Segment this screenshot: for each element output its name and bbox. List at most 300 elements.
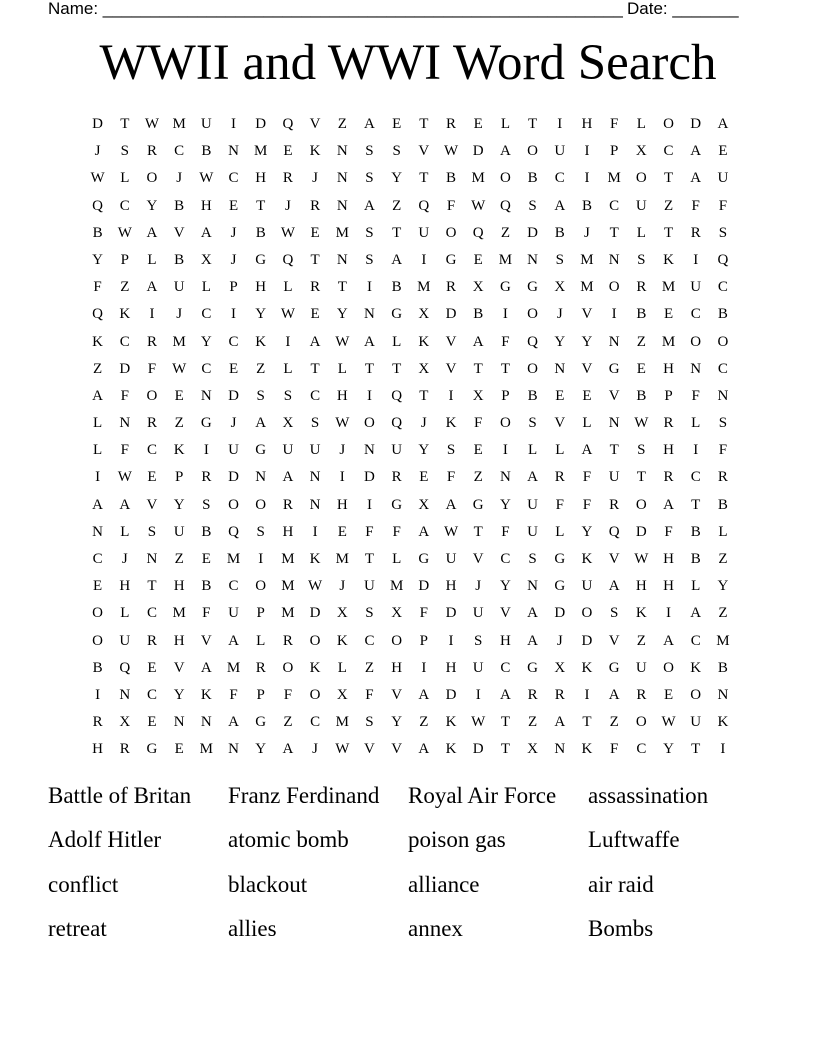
grid-letter: G bbox=[554, 578, 566, 595]
grid-row bbox=[84, 736, 737, 763]
grid-letter: Z bbox=[392, 197, 402, 214]
grid-letter: Z bbox=[174, 551, 184, 567]
grid-letter: K bbox=[336, 632, 348, 649]
grid-letter: S bbox=[528, 197, 537, 214]
grid-letter: D bbox=[255, 116, 267, 132]
grid-letter: K bbox=[445, 741, 457, 758]
grid-letter: I bbox=[584, 143, 590, 160]
grid-letter: C bbox=[201, 360, 212, 377]
grid-letter: U bbox=[635, 659, 647, 676]
grid-letter: W bbox=[634, 415, 649, 432]
grid-letter: W bbox=[280, 306, 295, 323]
grid-letter: A bbox=[554, 714, 566, 731]
grid-letter: E bbox=[201, 551, 211, 567]
grid-letter: D bbox=[418, 578, 430, 595]
grid-letter: F bbox=[229, 686, 238, 703]
grid-letter: G bbox=[255, 714, 267, 731]
grid-letter: A bbox=[146, 279, 158, 296]
grid-letter: N bbox=[228, 741, 239, 758]
grid-letter: K bbox=[255, 333, 267, 350]
grid-letter: G bbox=[255, 251, 267, 268]
grid-letter: Y bbox=[717, 578, 729, 595]
grid-letter: B bbox=[636, 387, 647, 404]
grid-letter: P bbox=[256, 605, 265, 622]
grid-letter: O bbox=[663, 116, 674, 132]
grid-letter: I bbox=[693, 442, 699, 459]
grid-letter: E bbox=[718, 143, 728, 160]
grid-letter: V bbox=[418, 143, 430, 160]
grid-letter: W bbox=[335, 333, 350, 350]
grid-letter: I bbox=[421, 251, 427, 268]
grid-letter: E bbox=[473, 116, 483, 132]
grid-letter: Y bbox=[581, 523, 593, 540]
grid-letter: O bbox=[690, 333, 702, 350]
grid-letter: S bbox=[555, 251, 564, 268]
grid-letter: X bbox=[418, 360, 430, 377]
grid-letter: T bbox=[500, 360, 510, 377]
grid-letter: O bbox=[146, 387, 158, 404]
grid-letter: V bbox=[309, 116, 321, 132]
grid-letter: A bbox=[92, 496, 104, 513]
grid-letter: A bbox=[717, 116, 729, 132]
grid-letter: B bbox=[446, 170, 457, 187]
grid-letter: D bbox=[119, 360, 131, 377]
grid-letter: C bbox=[636, 741, 647, 758]
grid-letter: N bbox=[146, 551, 158, 567]
grid-letter: L bbox=[555, 442, 565, 459]
grid-letter: P bbox=[609, 143, 619, 160]
grid-letter: A bbox=[228, 714, 239, 731]
grid-letter: U bbox=[391, 442, 403, 459]
grid-letter: G bbox=[146, 741, 158, 758]
grid-letter: M bbox=[172, 116, 186, 132]
grid-letter: E bbox=[636, 360, 646, 377]
grid-letter: R bbox=[554, 469, 565, 486]
grid-letter: F bbox=[501, 333, 510, 350]
grid-letter: R bbox=[527, 686, 538, 703]
grid-letter: N bbox=[717, 387, 729, 404]
word-list-item: assassination bbox=[588, 783, 709, 808]
grid-letter: F bbox=[664, 523, 673, 540]
grid-letter: M bbox=[498, 251, 513, 268]
grid-letter: U bbox=[608, 469, 620, 486]
grid-letter: O bbox=[635, 496, 647, 513]
grid-letter: N bbox=[336, 197, 348, 214]
grid-letter: O bbox=[255, 496, 267, 513]
grid-letter: S bbox=[283, 387, 293, 404]
grid-letter: B bbox=[201, 523, 212, 540]
grid-letter: M bbox=[254, 143, 268, 160]
grid-letter: L bbox=[528, 442, 538, 459]
grid-letter: Z bbox=[283, 714, 293, 731]
grid-letter: G bbox=[499, 279, 511, 296]
grid-letter: I bbox=[339, 469, 345, 486]
grid-letter: N bbox=[173, 714, 185, 731]
grid-letter: C bbox=[500, 551, 511, 567]
grid-letter: D bbox=[228, 387, 239, 404]
grid-letter: V bbox=[608, 632, 620, 649]
word-list-item: blackout bbox=[228, 871, 308, 897]
grid-letter: L bbox=[691, 578, 701, 595]
grid-letter: A bbox=[282, 741, 294, 758]
grid-letter: V bbox=[364, 741, 375, 758]
grid-letter: W bbox=[335, 741, 350, 758]
grid-letter: Y bbox=[336, 306, 348, 323]
grid-letter: A bbox=[472, 333, 484, 350]
grid-letter: B bbox=[174, 251, 185, 268]
grid-letter: X bbox=[282, 415, 294, 432]
grid-letter: Z bbox=[120, 279, 130, 296]
grid-letter: X bbox=[635, 143, 647, 160]
grid-letter: N bbox=[336, 170, 348, 187]
grid-letter: A bbox=[200, 659, 212, 676]
grid-letter: D bbox=[228, 469, 239, 486]
grid-letter: D bbox=[364, 469, 375, 486]
grid-letter: M bbox=[661, 333, 676, 350]
grid-letter: O bbox=[663, 659, 674, 676]
grid-row bbox=[84, 464, 737, 491]
grid-letter: V bbox=[472, 551, 484, 567]
grid-letter: A bbox=[418, 741, 430, 758]
grid-letter: A bbox=[608, 686, 620, 703]
grid-letter: K bbox=[119, 306, 131, 323]
grid-letter: M bbox=[172, 605, 186, 622]
grid-letter: T bbox=[310, 251, 320, 268]
grid-letter: A bbox=[364, 197, 375, 214]
grid-letter: C bbox=[119, 197, 130, 214]
grid-letter: I bbox=[258, 551, 264, 567]
grid-row bbox=[84, 329, 737, 356]
grid-letter: N bbox=[554, 741, 566, 758]
grid-letter: I bbox=[285, 333, 291, 350]
grid-letter: P bbox=[229, 279, 238, 296]
grid-letter: F bbox=[691, 387, 700, 404]
grid-letter: C bbox=[690, 469, 701, 486]
grid-letter: P bbox=[501, 387, 510, 404]
grid-letter: T bbox=[419, 387, 429, 404]
grid-letter: H bbox=[445, 578, 457, 595]
grid-letter: J bbox=[312, 741, 319, 758]
grid-letter: J bbox=[284, 197, 291, 214]
grid-row bbox=[84, 546, 737, 573]
grid-letter: Y bbox=[554, 333, 566, 350]
grid-letter: V bbox=[581, 306, 593, 323]
grid-row bbox=[84, 383, 737, 410]
grid-letter: C bbox=[500, 659, 511, 676]
grid-letter: L bbox=[201, 279, 211, 296]
grid-letter: I bbox=[231, 306, 237, 323]
grid-letter: T bbox=[473, 523, 483, 540]
grid-letter: O bbox=[527, 306, 539, 323]
grid-letter: V bbox=[200, 632, 212, 649]
grid-letter: A bbox=[581, 442, 593, 459]
grid-letter: A bbox=[92, 387, 104, 404]
grid-letter: P bbox=[120, 251, 129, 268]
grid-letter: N bbox=[228, 143, 239, 160]
grid-letter: A bbox=[255, 415, 267, 432]
grid-letter: L bbox=[337, 360, 347, 377]
grid-letter: C bbox=[310, 714, 321, 731]
grid-letter: L bbox=[555, 523, 565, 540]
grid-letter: Z bbox=[636, 333, 646, 350]
grid-letter: E bbox=[473, 442, 483, 459]
grid-letter: R bbox=[636, 279, 647, 296]
grid-letter: R bbox=[609, 496, 620, 513]
grid-letter: S bbox=[528, 415, 537, 432]
grid-letter: W bbox=[144, 116, 160, 132]
grid-letter: M bbox=[607, 170, 621, 187]
grid-letter: W bbox=[335, 415, 350, 432]
grid-letter: K bbox=[445, 714, 457, 731]
grid-letter: A bbox=[364, 116, 375, 132]
grid-letter: R bbox=[310, 197, 321, 214]
grid-letter: P bbox=[664, 387, 673, 404]
grid-letter: W bbox=[471, 714, 486, 731]
grid-letter: B bbox=[201, 578, 212, 595]
grid-letter: M bbox=[471, 170, 485, 187]
grid-letter: A bbox=[309, 333, 321, 350]
grid-letter: C bbox=[92, 551, 103, 567]
grid-letter: R bbox=[92, 714, 103, 731]
grid-letter: S bbox=[365, 251, 374, 268]
grid-letter: H bbox=[581, 116, 593, 132]
grid-letter: U bbox=[228, 605, 239, 622]
grid-letter: J bbox=[312, 170, 319, 187]
grid-letter: T bbox=[120, 116, 130, 132]
grid-letter: M bbox=[172, 333, 186, 350]
grid-letter: U bbox=[717, 170, 729, 187]
grid-letter: A bbox=[119, 496, 131, 513]
grid-letter: C bbox=[663, 143, 674, 160]
name-field-line: Name: _______________________________________________________ bbox=[48, 0, 623, 18]
grid-letter: T bbox=[528, 116, 538, 132]
word-list-item: allies bbox=[228, 916, 277, 942]
grid-letter: I bbox=[584, 686, 590, 703]
grid-letter: J bbox=[230, 224, 237, 241]
grid-letter: T bbox=[663, 170, 674, 187]
grid-letter: T bbox=[582, 714, 592, 731]
grid-letter: D bbox=[635, 523, 647, 540]
grid-letter: L bbox=[120, 170, 130, 187]
grid-letter: H bbox=[255, 279, 267, 296]
grid-letter: U bbox=[581, 578, 593, 595]
grid-letter: T bbox=[147, 578, 157, 595]
grid-letter: F bbox=[582, 496, 592, 513]
grid-letter: T bbox=[337, 279, 347, 296]
grid-letter: C bbox=[228, 170, 239, 187]
grid-letter: H bbox=[663, 551, 674, 567]
grid-letter: A bbox=[663, 632, 674, 649]
grid-letter: M bbox=[417, 279, 431, 296]
grid-letter: K bbox=[309, 143, 321, 160]
grid-letter: R bbox=[282, 496, 293, 513]
grid-letter: T bbox=[473, 360, 483, 377]
word-list-row bbox=[48, 778, 768, 822]
grid-letter: I bbox=[666, 605, 672, 622]
grid-letter: A bbox=[663, 496, 674, 513]
grid-letter: C bbox=[201, 306, 212, 323]
grid-letter: K bbox=[581, 659, 593, 676]
grid-letter: Q bbox=[119, 659, 131, 676]
grid-letter: H bbox=[663, 442, 674, 459]
grid-letter: B bbox=[554, 224, 565, 241]
grid-letter: E bbox=[147, 714, 157, 731]
grid-letter: H bbox=[499, 632, 511, 649]
grid-letter: D bbox=[472, 741, 484, 758]
grid-letter: H bbox=[92, 741, 104, 758]
grid-letter: T bbox=[663, 224, 674, 241]
word-list-item: air raid bbox=[588, 871, 654, 897]
grid-letter: K bbox=[581, 551, 593, 567]
grid-letter: I bbox=[502, 442, 508, 459]
grid-letter: T bbox=[500, 741, 510, 758]
grid-letter: O bbox=[608, 279, 620, 296]
grid-letter: L bbox=[93, 442, 103, 459]
grid-letter: O bbox=[717, 333, 729, 350]
grid-letter: O bbox=[581, 605, 593, 622]
grid-letter: E bbox=[147, 659, 157, 676]
grid-letter: Z bbox=[718, 605, 728, 622]
grid-letter: V bbox=[608, 551, 620, 567]
grid-letter: C bbox=[554, 170, 565, 187]
grid-letter: F bbox=[691, 197, 700, 214]
grid-letter: K bbox=[717, 714, 729, 731]
grid-letter: I bbox=[502, 306, 508, 323]
grid-letter: L bbox=[392, 333, 402, 350]
grid-letter: S bbox=[528, 551, 537, 567]
grid-letter: J bbox=[339, 578, 346, 595]
grid-letter: B bbox=[92, 224, 103, 241]
grid-letter: N bbox=[255, 469, 267, 486]
grid-letter: R bbox=[282, 170, 293, 187]
grid-letter: G bbox=[445, 251, 457, 268]
grid-letter: W bbox=[280, 224, 295, 241]
grid-letter: J bbox=[94, 143, 101, 160]
grid-letter: O bbox=[309, 632, 321, 649]
grid-letter: M bbox=[661, 279, 676, 296]
grid-letter: B bbox=[581, 197, 592, 214]
grid-letter: A bbox=[499, 686, 511, 703]
grid-letter: E bbox=[174, 387, 184, 404]
grid-letter: G bbox=[472, 496, 484, 513]
grid-letter: T bbox=[691, 496, 701, 513]
grid-letter: Y bbox=[200, 333, 212, 350]
word-list-item: Battle of Britan bbox=[48, 783, 192, 808]
grid-letter: S bbox=[120, 143, 129, 160]
grid-letter: H bbox=[663, 578, 674, 595]
grid-letter: I bbox=[95, 686, 101, 703]
grid-letter: A bbox=[690, 605, 702, 622]
grid-letter: N bbox=[119, 415, 131, 432]
grid-letter: C bbox=[146, 442, 157, 459]
grid-letter: V bbox=[581, 360, 593, 377]
grid-letter: A bbox=[146, 224, 158, 241]
grid-letter: M bbox=[580, 279, 594, 296]
word-list-item: retreat bbox=[48, 916, 107, 942]
grid-letter: C bbox=[690, 632, 701, 649]
grid-letter: A bbox=[282, 469, 294, 486]
grid-letter: M bbox=[199, 741, 214, 758]
grid-letter: B bbox=[690, 523, 701, 540]
grid-letter: U bbox=[527, 496, 539, 513]
grid-letter: E bbox=[419, 469, 429, 486]
grid-letter: P bbox=[256, 686, 265, 703]
grid-letter: W bbox=[172, 360, 187, 377]
grid-letter: T bbox=[609, 442, 619, 459]
grid-letter: I bbox=[312, 523, 318, 540]
grid-letter: W bbox=[117, 224, 132, 241]
grid-letter: S bbox=[446, 442, 456, 459]
grid-letter: M bbox=[389, 578, 404, 595]
word-list-item: Royal Air Force bbox=[408, 783, 557, 808]
grid-letter: Y bbox=[391, 714, 403, 731]
grid-letter: X bbox=[554, 279, 566, 296]
grid-letter: S bbox=[392, 143, 401, 160]
grid-letter: N bbox=[336, 251, 348, 268]
grid-letter: I bbox=[693, 251, 699, 268]
grid-letter: R bbox=[119, 741, 130, 758]
grid-letter: R bbox=[146, 632, 157, 649]
grid-letter: D bbox=[445, 686, 457, 703]
grid-letter: V bbox=[173, 224, 185, 241]
grid-letter: U bbox=[690, 714, 702, 731]
grid-letter: C bbox=[717, 279, 728, 296]
grid-letter: B bbox=[527, 170, 538, 187]
grid-row bbox=[84, 220, 737, 247]
grid-letter: P bbox=[174, 469, 184, 486]
grid-letter: O bbox=[309, 686, 321, 703]
grid-letter: M bbox=[281, 578, 295, 595]
grid-letter: Y bbox=[255, 306, 267, 323]
grid-letter: S bbox=[365, 714, 374, 731]
grid-letter: O bbox=[635, 170, 647, 187]
grid-row bbox=[84, 193, 737, 220]
grid-letter: Y bbox=[391, 170, 403, 187]
grid-letter: W bbox=[443, 523, 459, 540]
grid-letter: H bbox=[663, 360, 674, 377]
grid-letter: I bbox=[95, 469, 101, 486]
grid-letter: C bbox=[146, 605, 157, 622]
grid-letter: D bbox=[92, 116, 104, 132]
grid-row bbox=[84, 600, 737, 627]
grid-letter: A bbox=[418, 523, 430, 540]
grid-letter: L bbox=[691, 415, 701, 432]
grid-letter: J bbox=[176, 170, 183, 187]
grid-letter: M bbox=[335, 551, 349, 567]
grid-letter: T bbox=[691, 741, 701, 758]
page-title: WWII and WWI Word Search bbox=[99, 35, 717, 91]
grid-letter: L bbox=[636, 116, 646, 132]
grid-letter: D bbox=[554, 605, 566, 622]
grid-letter: S bbox=[637, 251, 646, 268]
grid-letter: U bbox=[527, 523, 539, 540]
grid-letter: F bbox=[446, 197, 456, 214]
grid-letter: X bbox=[119, 714, 131, 731]
grid-letter: H bbox=[255, 170, 267, 187]
grid-letter: E bbox=[147, 469, 157, 486]
grid-letter: R bbox=[146, 143, 157, 160]
grid-letter: O bbox=[527, 360, 539, 377]
grid-letter: B bbox=[636, 306, 647, 323]
grid-letter: E bbox=[310, 224, 320, 241]
grid-letter: H bbox=[445, 659, 457, 676]
grid-letter: N bbox=[119, 686, 131, 703]
grid-letter: C bbox=[228, 578, 239, 595]
grid-letter: U bbox=[472, 605, 484, 622]
grid-letter: U bbox=[364, 578, 375, 595]
grid-letter: V bbox=[391, 741, 403, 758]
grid-letter: U bbox=[173, 279, 185, 296]
